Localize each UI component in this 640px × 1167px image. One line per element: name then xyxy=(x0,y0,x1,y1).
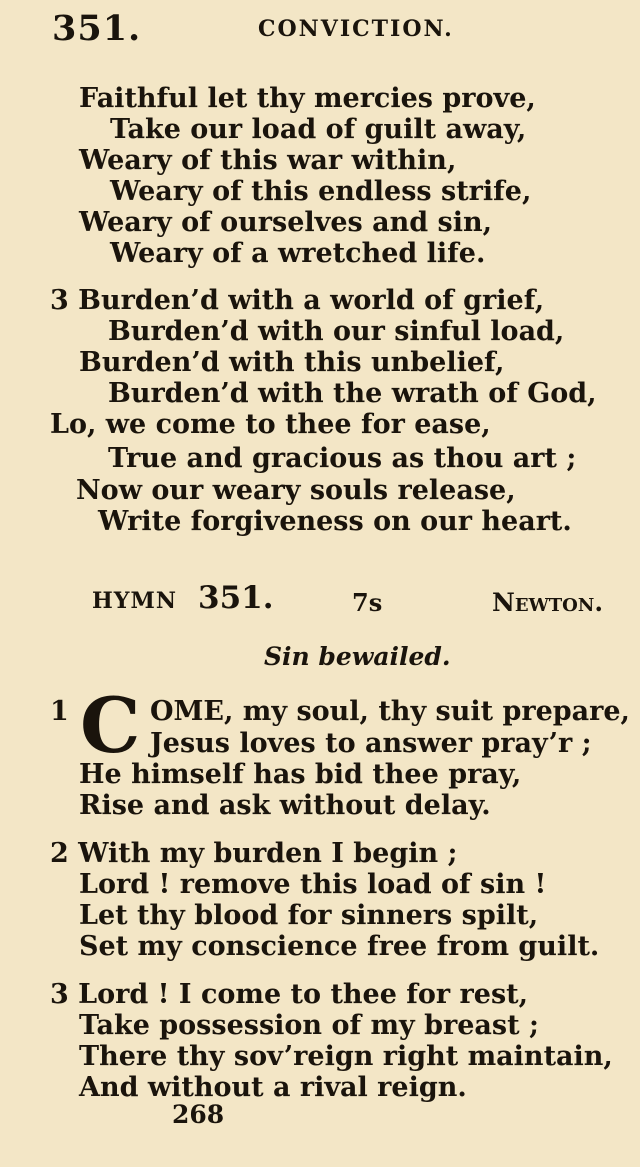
drop-cap: C xyxy=(80,681,141,770)
verse-line: 2 With my burden I begin ; xyxy=(50,838,458,869)
stanza-line: Weary of this war within, xyxy=(79,145,457,176)
hymn-label: HYMN xyxy=(92,588,177,614)
hymn-number: 351. xyxy=(198,580,274,616)
verse-line: There thy sov’reign right maintain, xyxy=(79,1041,613,1072)
stanza-line: True and gracious as thou art ; xyxy=(108,443,577,474)
hymn-subtitle: Sin bewailed. xyxy=(264,642,451,671)
hymn-author: Newton. xyxy=(492,588,604,617)
page-number: 268 xyxy=(172,1100,225,1129)
verse-line: And without a rival reign. xyxy=(79,1072,467,1103)
verse-line: 3 Lord ! I come to thee for rest, xyxy=(50,979,529,1010)
verse-number: 1 xyxy=(50,696,69,727)
stanza-line: Burden’d with this unbelief, xyxy=(79,347,505,378)
header-hymn-number: 351. xyxy=(52,8,142,49)
stanza-line: Weary of ourselves and sin, xyxy=(79,207,492,238)
verse-line: Lord ! remove this load of sin ! xyxy=(79,869,547,900)
stanza-line: Lo, we come to thee for ease, xyxy=(50,409,491,440)
verse-line: He himself has bid thee pray, xyxy=(79,759,522,790)
stanza-line: Faithful let thy mercies prove, xyxy=(79,83,536,114)
stanza-line: Now our weary souls release, xyxy=(76,475,516,506)
verse-line: Set my conscience free from guilt. xyxy=(79,931,600,962)
hymn-meter: 7s xyxy=(352,588,383,617)
stanza-line: Weary of this endless strife, xyxy=(110,176,532,207)
verse-line: Take possession of my breast ; xyxy=(79,1010,539,1041)
stanza-line: Take our load of guilt away, xyxy=(110,114,527,145)
header-section-title: CONVICTION. xyxy=(258,16,454,42)
stanza-line: Weary of a wretched life. xyxy=(110,238,486,269)
stanza-line: Burden’d with the wrath of God, xyxy=(108,378,597,409)
stanza-line: Write forgiveness on our heart. xyxy=(98,506,572,537)
verse-line: Let thy blood for sinners spilt, xyxy=(79,900,539,931)
verse-line: Jesus loves to answer pray’r ; xyxy=(150,728,592,759)
verse-line: Rise and ask without delay. xyxy=(79,790,491,821)
stanza-line: Burden’d with our sinful load, xyxy=(108,316,565,347)
stanza-line: 3 Burden’d with a world of grief, xyxy=(50,285,545,316)
verse-line: OME, my soul, thy suit prepare, xyxy=(150,696,630,727)
